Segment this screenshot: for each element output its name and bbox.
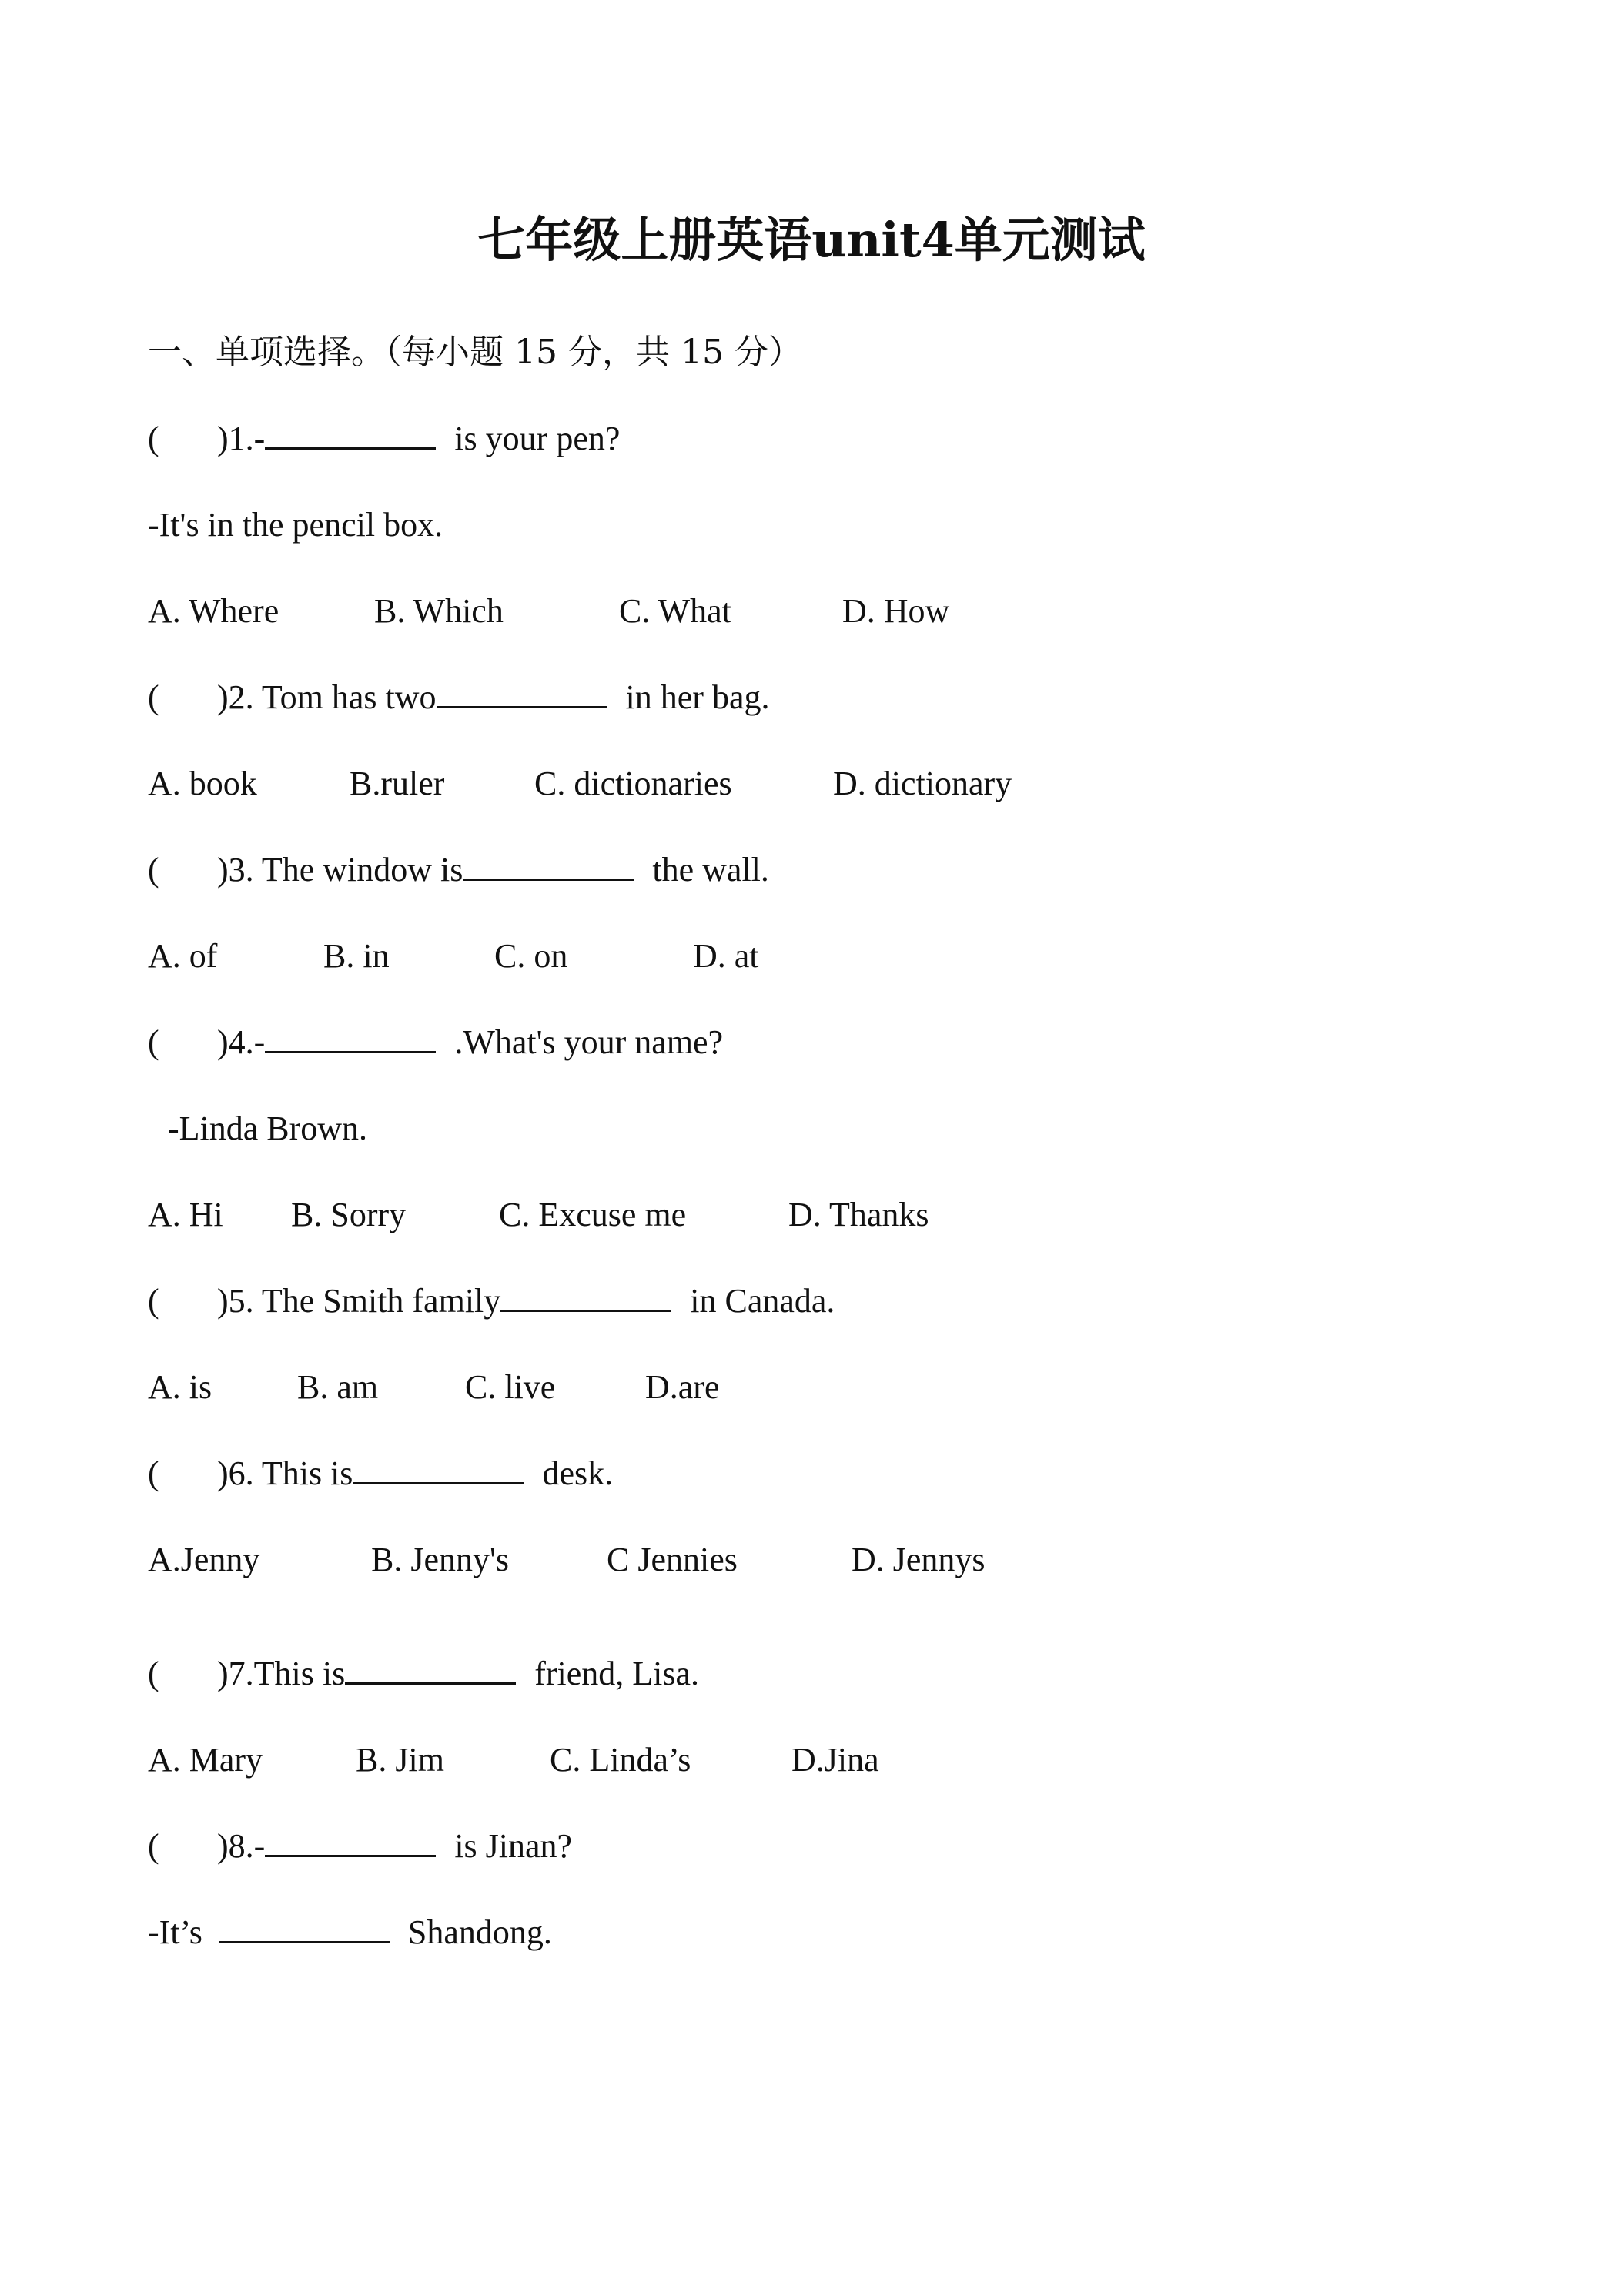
question-8 bbox=[148, 1823, 572, 1869]
option-a: A. book bbox=[148, 765, 257, 802]
option-c: C. Linda’s bbox=[550, 1741, 691, 1779]
answer-blank bbox=[219, 1912, 390, 1943]
question-stem: in Canada. bbox=[690, 1282, 835, 1320]
answer-blank bbox=[265, 418, 436, 450]
option-b: B. Jim bbox=[356, 1741, 444, 1779]
option-d: D. Thanks bbox=[788, 1196, 929, 1233]
question-stem: is your pen? bbox=[454, 420, 621, 457]
option-b: B. in bbox=[323, 937, 390, 975]
option-c: C Jennies bbox=[607, 1541, 738, 1578]
question-number: )8.- bbox=[217, 1827, 266, 1865]
option-a: A. Mary bbox=[148, 1741, 263, 1779]
question-stem: in her bag. bbox=[625, 678, 770, 716]
question-stem: is Jinan? bbox=[454, 1827, 573, 1865]
question-stem: the wall. bbox=[652, 851, 769, 889]
option-d: D.are bbox=[645, 1368, 720, 1406]
option-d: D. How bbox=[842, 592, 950, 630]
options-row-7 bbox=[148, 1737, 1226, 1783]
question-6 bbox=[148, 1451, 613, 1497]
answer-blank bbox=[463, 849, 634, 881]
option-b: B. Which bbox=[374, 592, 504, 630]
option-a: A. is bbox=[148, 1368, 212, 1406]
option-a: A. Where bbox=[148, 592, 279, 630]
question-stem: desk. bbox=[542, 1454, 614, 1492]
option-b: B. Sorry bbox=[291, 1196, 407, 1233]
question-number: )4.- bbox=[217, 1023, 266, 1061]
answer-prefix: -It’s bbox=[148, 1913, 202, 1951]
paren-open: ( bbox=[148, 1282, 159, 1320]
paren-open: ( bbox=[148, 1023, 159, 1061]
answer-line-4: -Linda Brown. bbox=[168, 1110, 368, 1147]
option-c: C. What bbox=[619, 592, 731, 630]
option-b: B. Jenny's bbox=[371, 1541, 510, 1578]
answer-blank bbox=[265, 1022, 436, 1053]
section-heading: 一、单项选择。（每小题 15 分，共 15 分） bbox=[148, 333, 802, 372]
question-2 bbox=[148, 674, 769, 721]
paren-open: ( bbox=[148, 851, 159, 889]
option-a: A. Hi bbox=[148, 1196, 223, 1233]
answer-line-1: -It's in the pencil box. bbox=[148, 506, 443, 544]
answer-blank bbox=[500, 1280, 671, 1312]
question-7 bbox=[148, 1651, 699, 1697]
question-4 bbox=[148, 1019, 723, 1066]
option-c: C. dictionaries bbox=[534, 765, 732, 802]
options-row-2 bbox=[148, 761, 1226, 807]
answer-blank bbox=[353, 1453, 524, 1484]
option-a: A.Jenny bbox=[148, 1541, 260, 1578]
paren-open: ( bbox=[148, 1827, 159, 1865]
question-number: )3. The window is bbox=[217, 851, 463, 889]
option-a: A. of bbox=[148, 937, 218, 975]
option-b: B. am bbox=[297, 1368, 379, 1406]
paren-open: ( bbox=[148, 1454, 159, 1492]
question-stem: .What's your name? bbox=[454, 1023, 724, 1061]
answer-after: Shandong. bbox=[407, 1913, 552, 1951]
question-5 bbox=[148, 1278, 835, 1324]
paren-open: ( bbox=[148, 420, 159, 457]
page-title: 七年级上册英语unit4单元测试 bbox=[477, 212, 1146, 268]
question-stem: friend, Lisa. bbox=[534, 1655, 700, 1692]
options-row-6 bbox=[148, 1537, 1226, 1583]
options-row-5 bbox=[148, 1364, 1226, 1411]
option-c: C. on bbox=[494, 937, 568, 975]
answer-blank bbox=[437, 677, 607, 708]
answer-blank bbox=[265, 1826, 436, 1857]
option-d: D. at bbox=[693, 937, 759, 975]
question-number: )5. The Smith family bbox=[217, 1282, 501, 1320]
question-number: )7.This is bbox=[217, 1655, 346, 1692]
answer-line-8 bbox=[148, 1909, 552, 1956]
option-b: B.ruler bbox=[350, 765, 445, 802]
answer-blank bbox=[345, 1653, 516, 1685]
paren-open: ( bbox=[148, 1655, 159, 1692]
paren-open: ( bbox=[148, 678, 159, 716]
question-3 bbox=[148, 847, 769, 893]
options-row-4 bbox=[148, 1192, 1226, 1238]
option-c: C. live bbox=[465, 1368, 556, 1406]
options-row-1 bbox=[148, 588, 1226, 634]
option-d: D. dictionary bbox=[833, 765, 1012, 802]
question-number: )6. This is bbox=[217, 1454, 353, 1492]
option-c: C. Excuse me bbox=[499, 1196, 687, 1233]
options-row-3 bbox=[148, 933, 1226, 979]
question-number: )2. Tom has two bbox=[217, 678, 437, 716]
question-number: )1.- bbox=[217, 420, 266, 457]
option-d: D. Jennys bbox=[852, 1541, 986, 1578]
option-d: D.Jina bbox=[791, 1741, 879, 1779]
question-1 bbox=[148, 416, 620, 462]
